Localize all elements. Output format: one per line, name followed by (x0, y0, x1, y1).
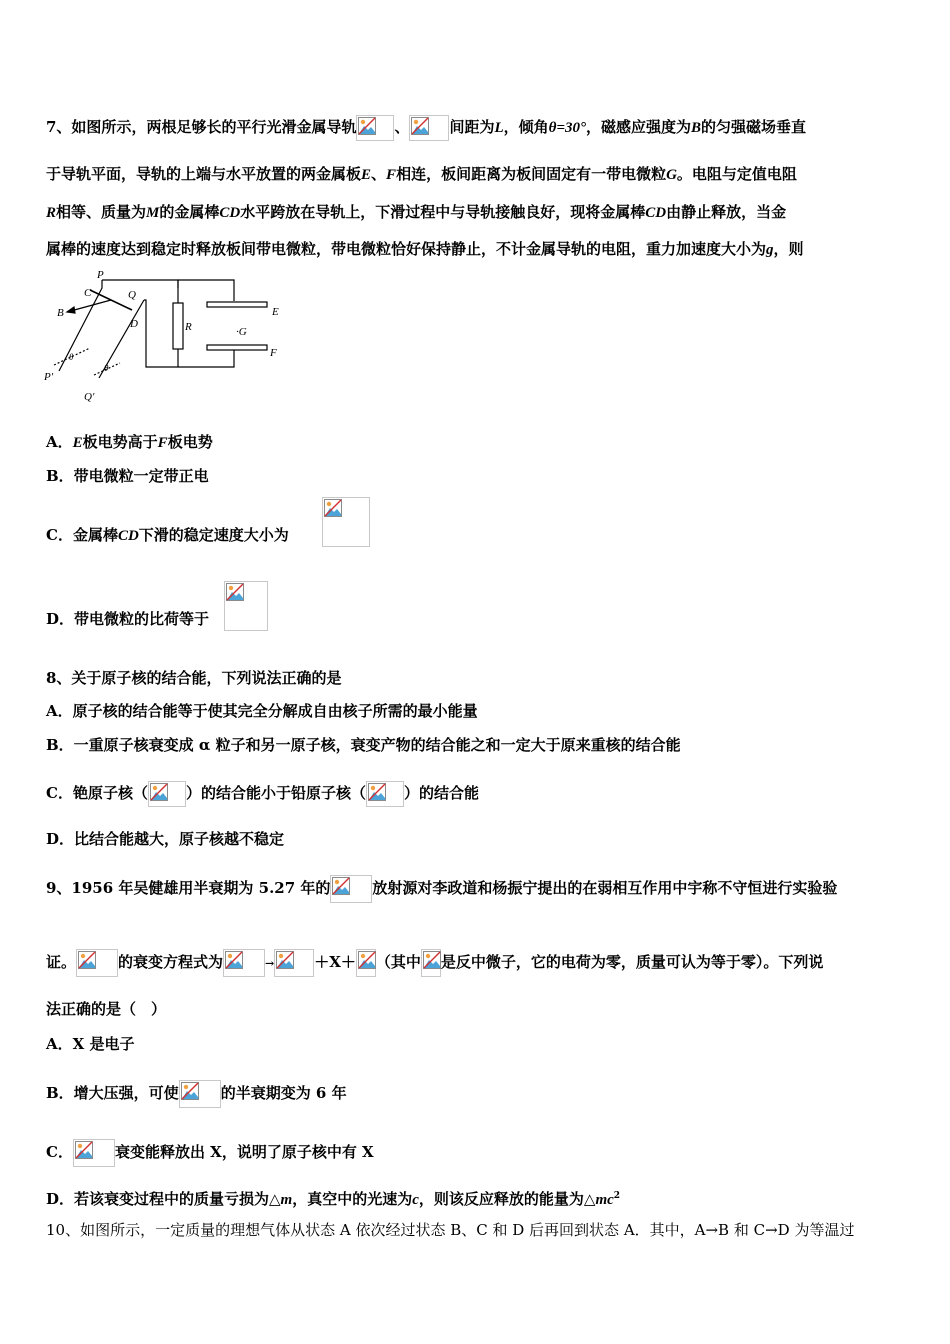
q7-line-3 (46, 202, 786, 223)
label-E: E (272, 306, 279, 318)
q7-text: 相连，板间距离为板间固定有一带电微粒 (396, 165, 667, 183)
q7-text: 、 (371, 165, 387, 183)
q9-text: C． (46, 1143, 73, 1161)
q9-text: 的衰变方程式为 (118, 953, 224, 971)
q9-option-d (46, 1186, 620, 1210)
formula-image-icon (366, 781, 404, 807)
q7-text: C．金属棒 (46, 526, 118, 544)
rail-p (59, 280, 102, 371)
var-E: E (72, 435, 83, 451)
q9-option-c (46, 1139, 374, 1167)
label-theta-2: θ (104, 363, 109, 373)
q9-text: 的半衰期变为 6 年 (220, 1084, 347, 1102)
var-R: R (46, 205, 57, 221)
var-F: F (386, 167, 397, 183)
var-m: m (280, 1192, 293, 1208)
var-CD: CD (219, 205, 241, 221)
q7-line-2 (46, 164, 797, 185)
label-D: D (130, 318, 138, 330)
q7-text: 水平跨放在导轨上，下滑过程中与导轨接触良好，现将金属棒 (240, 203, 646, 221)
formula-image-icon (76, 949, 118, 977)
label-B: B (57, 307, 64, 319)
var-B: B (691, 120, 702, 136)
q9-text: 9、1956 年吴健雄用半衰期为 5.27 年的 (46, 879, 331, 897)
q7-text: 相等、质量为 (56, 203, 147, 221)
superscript: 2 (613, 1191, 621, 1201)
q9-text: B．增大压强，可使 (46, 1084, 179, 1102)
var-L: L (494, 120, 504, 136)
var-mc: mc (595, 1192, 614, 1208)
label-G: ·G (236, 326, 247, 338)
label-R: R (185, 321, 192, 333)
q9-option-a: A．X 是电子 (46, 1035, 135, 1053)
q8-option-b: B．一重原子核衰变成 α 粒子和另一原子核，衰变产物的结合能之和一定大于原来重核的结合能 (46, 736, 681, 754)
q7-option-c (46, 525, 289, 546)
q9-text: 是反中微子，它的电荷为零，质量可认为等于零）。下列说 (440, 953, 824, 971)
formula-image-icon (421, 949, 441, 977)
formula-image-icon (330, 875, 372, 903)
q9-text: ，真空中的光速为 (292, 1190, 413, 1208)
q7-text: 。电阻与定值电阻 (676, 165, 797, 183)
q9-text: （其中 (375, 953, 421, 971)
q9-line-2 (46, 949, 823, 977)
q7-text: ，则 (773, 240, 804, 258)
q7-line-4 (46, 239, 804, 260)
var-G: G (666, 167, 677, 183)
q9-text: 放射源对李政道和杨振宁提出的在弱相互作用中宇称不守恒进行实验验 (372, 879, 838, 897)
label-Q-prime: Q′ (84, 391, 95, 403)
q8-stem: 8、关于原子核的结合能，下列说法正确的是 (46, 669, 342, 687)
var-E: E (361, 167, 372, 183)
formula-image-icon (224, 581, 268, 631)
q9-line-3: 法正确的是（ ） (46, 1000, 167, 1018)
q9-text: ，则该反应释放的能量为△ (418, 1190, 596, 1208)
var-F: F (157, 435, 168, 451)
formula-image-icon (356, 949, 376, 977)
q9-line-1 (46, 875, 837, 903)
q9-text: D．若该衰变过程中的质量亏损为△ (46, 1190, 281, 1208)
q7-line-1 (46, 115, 806, 141)
var-M: M (146, 205, 160, 221)
q7-text: ，倾角 (503, 118, 549, 136)
q9-text: 衰变能释放出 X，说明了原子核中有 X (114, 1143, 374, 1161)
q8-option-a: A．原子核的结合能等于使其完全分解成自由核子所需的最小能量 (46, 702, 478, 720)
q9-option-b (46, 1080, 347, 1108)
var-g: g (766, 242, 774, 258)
q7-text: 由静止释放，当金 (666, 203, 787, 221)
q7-option-a (46, 432, 213, 453)
label-F: F (270, 347, 277, 359)
q7-text: 下滑的稳定速度大小为 (138, 526, 289, 544)
label-theta-1: θ (69, 352, 74, 362)
q7-text: 7、如图所示，两根足够长的平行光滑金属导轨 (46, 118, 357, 136)
var-CD: CD (117, 528, 139, 544)
formula-image-icon (356, 115, 394, 141)
q7-text: 的金属棒 (159, 203, 220, 221)
q7-text: 间距为 (449, 118, 495, 136)
formula-image-icon (322, 497, 370, 547)
formula-image-icon (223, 949, 265, 977)
q8-text: ）的结合能 (403, 784, 479, 802)
q9-text: ＋X＋ (314, 953, 356, 971)
q7-text: 板电势 (167, 433, 213, 451)
q7-text: ，磁感应强度为 (586, 118, 692, 136)
var-c: c (412, 1192, 419, 1208)
q7-text: 板电势高于 (82, 433, 158, 451)
q7-text: A． (46, 433, 73, 451)
circuit-figure (40, 268, 290, 413)
label-P-prime: P′ (44, 371, 54, 383)
q8-option-c (46, 781, 479, 807)
q7-text: 于导轨平面，导轨的上端与水平放置的两金属板 (46, 165, 362, 183)
q7-option-d: D．带电微粒的比荷等于 (46, 610, 210, 628)
q8-text: C．铯原子核（ (46, 784, 148, 802)
q7-option-b: B．带电微粒一定带正电 (46, 467, 209, 485)
formula-image-icon (409, 115, 449, 141)
var-theta: θ=30° (548, 120, 587, 136)
label-C: C (84, 287, 92, 299)
formula-image-icon (179, 1080, 221, 1108)
q9-text: 证。 (46, 953, 77, 971)
var-CD: CD (645, 205, 667, 221)
q10-stem: 10、如图所示，一定质量的理想气体从状态 A 依次经过状态 B、C 和 D 后再回到状态 A．其中，A→B 和 C→D 为等温过 (46, 1221, 855, 1239)
formula-image-icon (73, 1139, 115, 1167)
q7-text: 的匀强磁场垂直 (701, 118, 807, 136)
label-P: P (97, 269, 104, 281)
q7-text: 、 (394, 118, 410, 136)
formula-image-icon (148, 781, 186, 807)
arrow-symbol: → (265, 957, 275, 970)
label-Q: Q (128, 289, 136, 301)
q8-text: ）的结合能小于铅原子核（ (185, 784, 366, 802)
formula-image-icon (274, 949, 314, 977)
q7-text: 属棒的速度达到稳定时释放板间带电微粒，带电微粒恰好保持静止，不计金属导轨的电阻，重力加速度大小为 (46, 240, 767, 258)
q8-option-d: D．比结合能越大，原子核越不稳定 (46, 830, 285, 848)
